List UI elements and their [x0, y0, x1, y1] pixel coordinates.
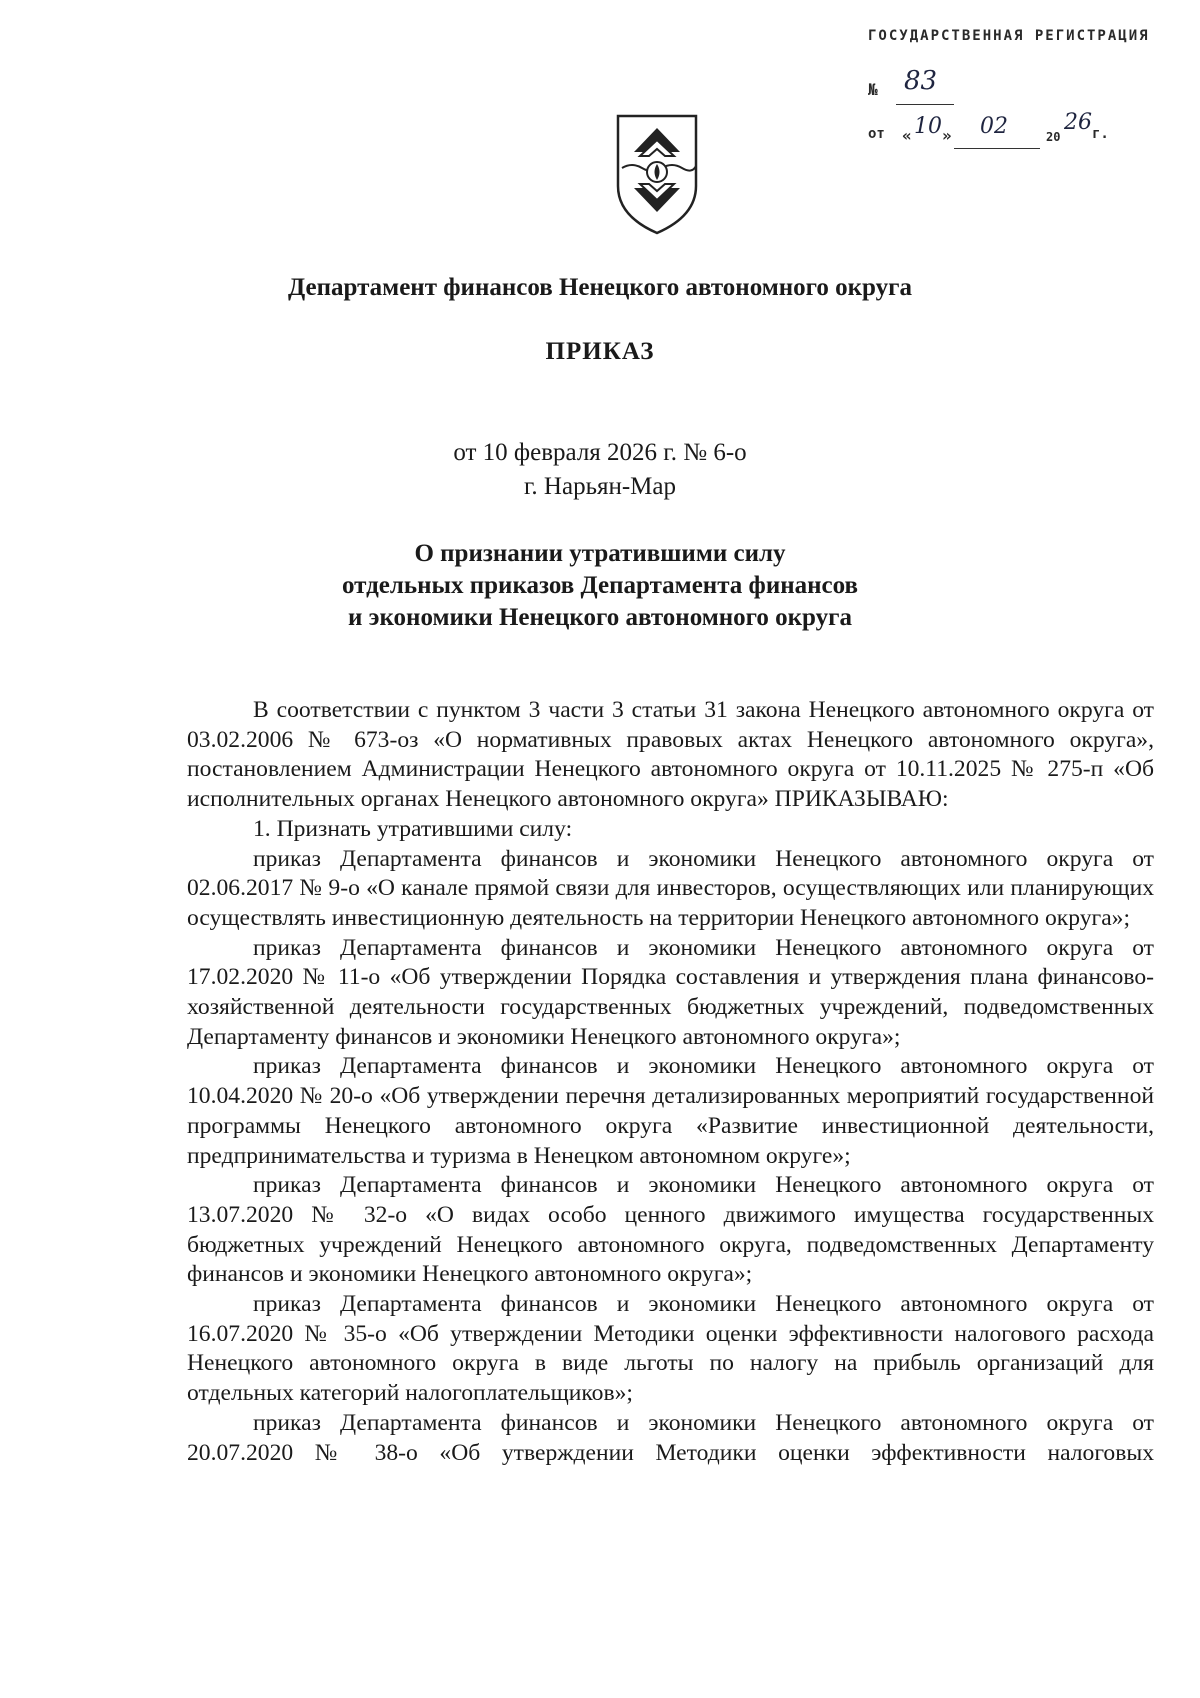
revoked-order-paragraph: приказ Департамента финансов и экономики Ненецкого автономного округа от 13.07.2020 № 32-о «О видах особо ценного движимого имущества государственных бюджетных учреждений Ненецкого автономного округа, подведомственных Департаменту финансов и экономики Ненецкого автономного округа»;	[187, 1172, 1154, 1288]
revoked-order-paragraph: приказ Департамента финансов и экономики Ненецкого автономного округа от 17.02.2020 № 11-о «Об утверждении Порядка составления и утверждения плана финансово-хозяйственной деятельности государственных бюджетных учреждений, подведомственных Департаменту финансов и экономики Ненецкого автономного округа»;	[187, 934, 1154, 1050]
stamp-number-value: 83	[904, 66, 938, 96]
coat-of-arms-icon	[612, 112, 702, 237]
revoked-order-paragraph: приказ Департамента финансов и экономики Ненецкого автономного округа от 02.06.2017 № 9-о «О канале прямой связи для инвесторов, осуществляющих или планирующих осуществлять инвестиционную деятельность на территории Ненецкого автономного округа»;	[187, 845, 1154, 931]
stamp-number-label: №	[868, 80, 878, 99]
stamp-date-year: 26	[1064, 110, 1092, 135]
stamp-quote-close: »	[942, 126, 952, 145]
revoked-order-paragraph: приказ Департамента финансов и экономики Ненецкого автономного округа от 10.04.2020 № 20-о «Об утверждении перечня детализированных мероприятий государственной программы Ненецкого автономного округа «Развитие инвестиционной деятельности, предпринимательства и туризма в Ненецком автономном округе»;	[187, 1053, 1154, 1169]
registration-stamp	[868, 28, 1198, 156]
order-city: г. Нарьян-Мар	[523, 473, 676, 500]
stamp-date-day: 10	[914, 114, 942, 139]
revoked-order-paragraph: приказ Департамента финансов и экономики Ненецкого автономного округа от 20.07.2020 № 38-о «Об утверждении Методики оценки эффективности налоговых	[187, 1409, 1154, 1466]
stamp-number-underline	[896, 104, 954, 105]
stamp-number-row	[868, 66, 1198, 110]
date-and-city	[0, 436, 1200, 504]
revoked-order-paragraph: приказ Департамента финансов и экономики Ненецкого автономного округа от 16.07.2020 № 35-о «Об утверждении Методики оценки эффективности налогового расхода Ненецкого автономного округа в виде льготы по налогу на прибыль организаций для отдельных категорий налогоплательщиков»;	[187, 1291, 1154, 1407]
order-subject	[0, 538, 1200, 634]
stamp-date-year-prefix: 20	[1046, 130, 1061, 144]
subject-line-2: отдельных приказов Департамента финансов	[341, 572, 859, 599]
stamp-quote-open: «	[902, 126, 912, 145]
stamp-date-month: 02	[980, 114, 1008, 139]
stamp-title: ГОСУДАРСТВЕННАЯ РЕГИСТРАЦИЯ	[868, 28, 1150, 44]
subject-line-3: и экономики Ненецкого автономного округа	[348, 604, 852, 631]
stamp-date-row	[868, 110, 1198, 156]
stamp-month-underline	[954, 148, 1040, 149]
order-date-number: от 10 февраля 2026 г. № 6-о	[453, 439, 747, 466]
department-name: Департамент финансов Ненецкого автономного округа	[288, 274, 912, 301]
item-1-paragraph: 1. Признать утратившими силу:	[253, 815, 573, 842]
order-body	[187, 696, 1154, 1468]
preamble-paragraph: В соответствии с пунктом 3 части 3 статьи 31 закона Ненецкого автономного округа от 03.02.2006 № 673-оз «О нормативных правовых актах Ненецкого автономного округа», постановлением Администрации Ненецкого автономного округа от 10.11.2025 № 275-п «Об исполнительных органах Ненецкого автономного округа» ПРИКАЗЫВАЮ:	[187, 697, 1154, 813]
document-type: ПРИКАЗ	[545, 338, 655, 365]
stamp-date-year-label: г.	[1092, 126, 1109, 142]
subject-line-1: О признании утратившими силу	[414, 540, 786, 567]
stamp-date-from-label: от	[868, 126, 885, 142]
